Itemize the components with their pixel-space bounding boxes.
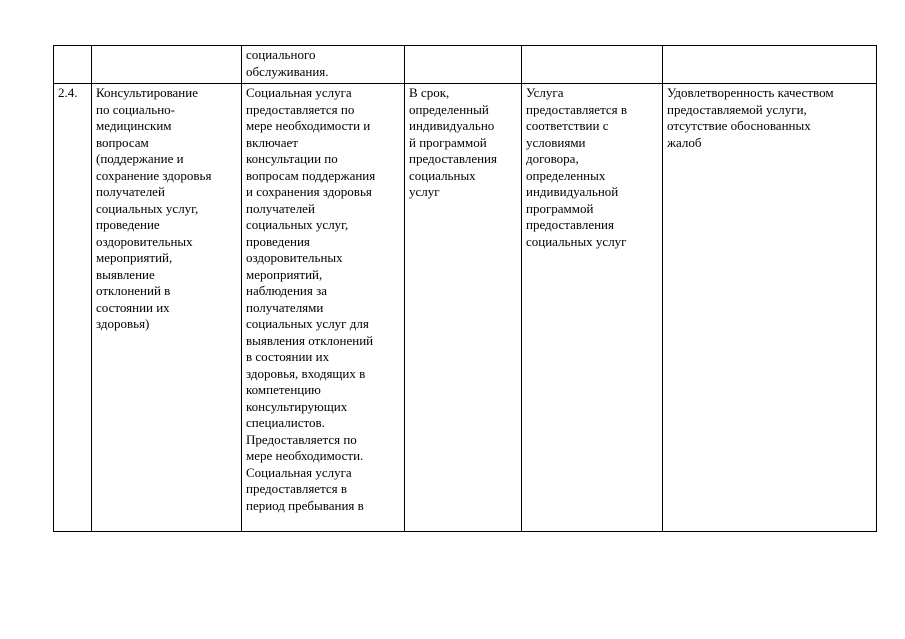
cell-conditions [522,84,663,532]
cell-quality [663,84,877,532]
cell-description [242,46,405,84]
cell-description-text: социального обслуживания. [246,47,329,79]
table-row [54,46,877,84]
cell-timing-text: В срок, определенный индивидуально й программой предоставления социальных услуг [409,85,497,199]
cell-description [242,84,405,532]
table-row [54,84,877,532]
services-table [53,45,877,532]
cell-conditions [522,46,663,84]
cell-service-name [92,46,242,84]
cell-conditions-text: Услуга предоставляется в соответствии с условиями договора, определенных индивидуальной программой предоставления социальных услуг [526,85,628,249]
cell-service-name [92,84,242,532]
cell-number [54,84,92,532]
cell-description-text: Социальная услуга предоставляется по мере необходимости и включает консультации по вопросам поддержания и сохранения здоровья получателей социальных услуг, проведения оздоровительных мероприятий, наблюдения за получателями социальных услуг для выявления отклонений в состоянии их здоровья, входящих в компетенцию консультирующих специалистов. Предоставляется по мере необходимости. Социальная услуга предоставляется в период пребывания в [246,85,376,513]
cell-quality-text: Удовлетворенность качеством предоставляемой услуги, отсутствие обоснованных жалоб [667,85,834,150]
cell-number [54,46,92,84]
cell-quality [663,46,877,84]
cell-timing [405,46,522,84]
cell-timing [405,84,522,532]
cell-number-text: 2.4. [58,85,78,100]
cell-service-name-text: Консультирование по социально- медицинским вопросам (поддержание и сохранение здоровья получателей социальных услуг, проведение оздоровительных мероприятий, выявление отклонений в состоянии их здоровья) [96,85,212,331]
